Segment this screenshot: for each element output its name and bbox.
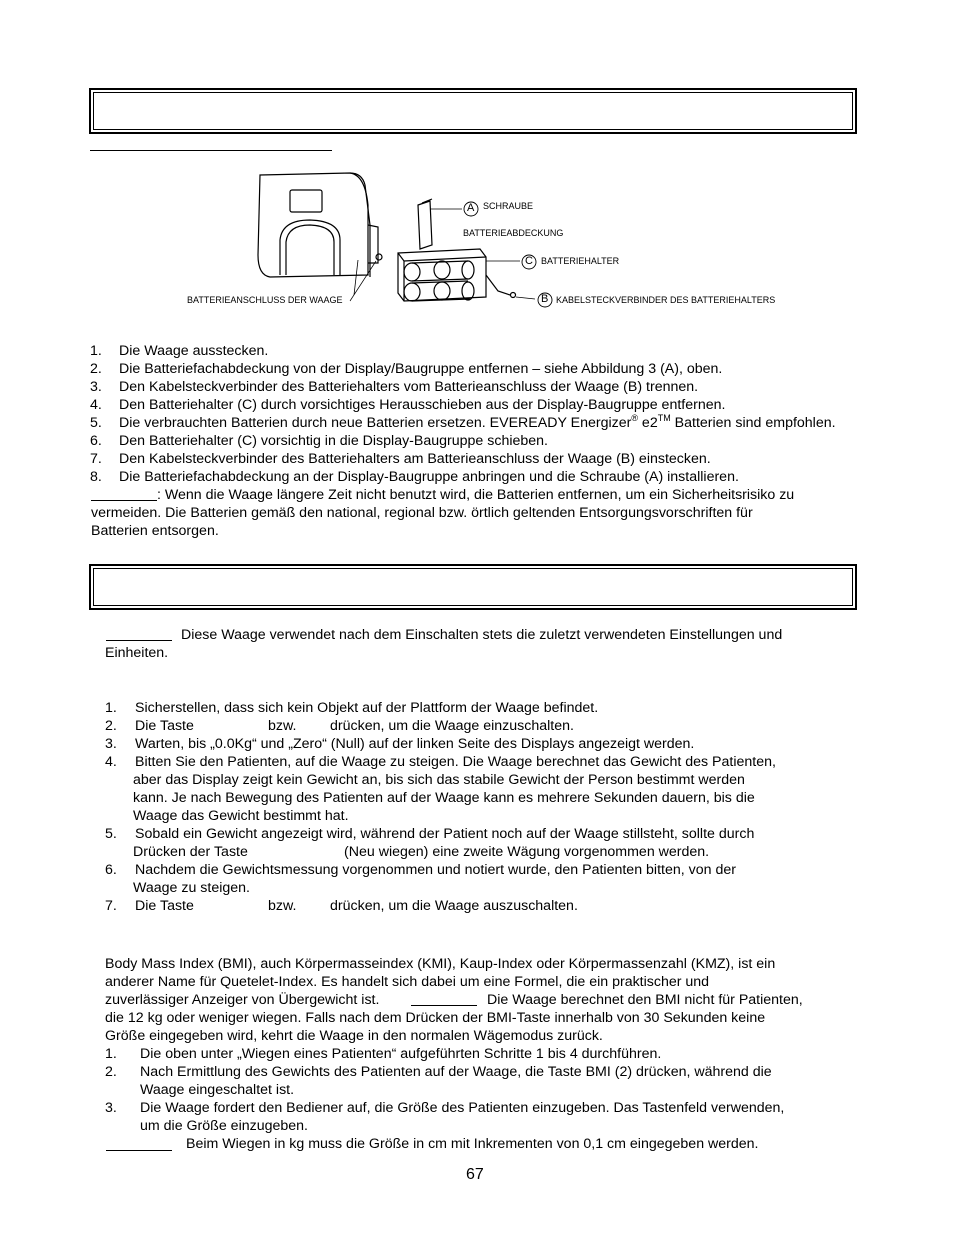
figure-letter-c: C (525, 255, 533, 267)
weighing-step-7-part-1: Die Taste (135, 898, 194, 914)
step-number: 7. (90, 451, 102, 467)
battery-step-6: Den Batteriehalter (C) vorsichtig in die Display-Baugruppe schieben. (119, 433, 548, 449)
bmi-note: Beim Wiegen in kg muss die Größe in cm mit Inkrementen von 0,1 cm eingegeben werden. (186, 1136, 759, 1152)
figure-label-holder: BATTERIEHALTER (541, 256, 620, 266)
weighing-step-7-part-2: bzw. (268, 898, 297, 914)
bmi-step-2-line-1: Nach Ermittlung des Gewichts des Patienten auf der Waage, die Taste BMI (2) drücken, während die (140, 1064, 772, 1080)
figure-letter-b: B (541, 293, 549, 305)
weighing-step-6-line-1: Nachdem die Gewichtsmessung vorgenommen und notiert wurde, den Patienten bitten, von der (135, 862, 736, 878)
subheading-underline (90, 150, 332, 151)
weighing-step-5-line-1: Sobald ein Gewicht angezeigt wird, während der Patient noch auf der Waage stillsteht, sollte durch (135, 826, 755, 842)
figure-label-holder-connector: KABELSTECKVERBINDER DES BATTERIEHALTERS (556, 295, 776, 305)
figure-letter-a: A (467, 202, 475, 214)
bmi-step-3-line-2: um die Größe einzugeben. (140, 1118, 308, 1134)
weighing-step-7-part-3: drücken, um die Waage auszuschalten. (330, 898, 578, 914)
weighing-step-2-part-2: bzw. (268, 718, 297, 734)
figure-label-cover: BATTERIEABDECKUNG (463, 228, 564, 238)
weighing-step-6-line-2: Waage zu steigen. (133, 880, 250, 896)
step-number: 2. (105, 1064, 117, 1080)
step-number: 4. (90, 397, 102, 413)
battery-note-line-3: Batterien entsorgen. (91, 523, 219, 539)
bmi-intro-line-5: Größe eingegeben wird, kehrt die Waage in den normalen Wägemodus zurück. (105, 1028, 603, 1044)
step-number: 6. (105, 862, 117, 878)
section-header-box-weighing (89, 564, 857, 610)
bmi-intro-line-3b: Die Waage berechnet den BMI nicht für Patienten, (487, 992, 803, 1008)
step-number: 5. (105, 826, 117, 842)
step-number: 3. (105, 736, 117, 752)
step-number: 1. (105, 1046, 117, 1062)
bmi-step-1: Die oben unter „Wiegen eines Patienten“ aufgeführten Schritte 1 bis 4 durchführen. (140, 1046, 662, 1062)
weighing-step-1: Sicherstellen, dass sich kein Objekt auf der Plattform der Waage befindet. (135, 700, 599, 716)
battery-step-3: Den Kabelsteckverbinder des Batteriehalters vom Batterieanschluss der Waage (B) trennen. (119, 379, 699, 395)
figure-label-scale-connector: BATTERIEANSCHLUSS DER WAAGE (187, 295, 343, 305)
page-number: 67 (466, 1166, 484, 1183)
note-label-underline (91, 500, 157, 501)
battery-note-line-2: vermeiden. Die Batterien gemäß den national, regional bzw. örtlich geltenden Entsorgungsvorschriften für (91, 505, 753, 521)
bmi-intro-line-1: Body Mass Index (BMI), auch Körpermasseindex (KMI), Kaup-Index oder Körpermassenzahl (KMZ), ist ein (105, 956, 776, 972)
battery-step-2: Die Batteriefachabdeckung von der Display/Baugruppe entfernen – siehe Abbildung 3 (A), oben. (119, 361, 723, 377)
bmi-intro-line-4: die 12 kg oder weniger wiegen. Falls nach dem Drücken der BMI-Taste innerhalb von 30 Sekunden keine (105, 1010, 766, 1026)
step-number: 5. (90, 415, 102, 431)
weighing-step-4-line-1: Bitten Sie den Patienten, auf die Waage zu steigen. Die Waage berechnet das Gewicht des Patienten, (135, 754, 776, 770)
note-label-underline (411, 1005, 477, 1006)
bmi-intro-line-2: anderer Name für Quetelet-Index. Es handelt sich dabei um eine Formel, die ein praktischer und (105, 974, 710, 990)
step-number: 1. (90, 343, 102, 359)
section-header-box-battery (89, 88, 857, 134)
weighing-note-line-1: Diese Waage verwendet nach dem Einschalten stets die zuletzt verwendeten Einstellungen und (181, 627, 783, 643)
step-number: 3. (105, 1100, 117, 1116)
step-number: 6. (90, 433, 102, 449)
step-number: 8. (90, 469, 102, 485)
note-label-underline (106, 640, 172, 641)
bmi-step-2-line-2: Waage eingeschaltet ist. (140, 1082, 295, 1098)
step-number: 4. (105, 754, 117, 770)
battery-step-8: Die Batteriefachabdeckung an der Display-Baugruppe anbringen und die Schraube (A) installieren. (119, 469, 739, 485)
battery-step-7: Den Kabelsteckverbinder des Batteriehalters am Batterieanschluss der Waage (B) einstecken. (119, 451, 711, 467)
weighing-note-line-2: Einheiten. (105, 645, 169, 661)
weighing-step-2-part-1: Die Taste (135, 718, 194, 734)
step-number: 2. (105, 718, 117, 734)
battery-step-1: Die Waage ausstecken. (119, 343, 269, 359)
weighing-step-2-part-3: drücken, um die Waage einzuschalten. (330, 718, 574, 734)
weighing-step-3: Warten, bis „0.0Kg“ und „Zero“ (Null) auf der linken Seite des Displays angezeigt werden. (135, 736, 695, 752)
bmi-intro-line-3a: zuverlässiger Anzeiger von Übergewicht ist. (105, 992, 380, 1008)
step-number: 7. (105, 898, 117, 914)
battery-note-line-1: : Wenn die Waage längere Zeit nicht benutzt wird, die Batterien entfernen, um ein Sicherheitsrisiko zu (157, 487, 795, 503)
battery-step-5: Die verbrauchten Batterien durch neue Batterien ersetzen. EVEREADY Energizer® e2™ Batterien sind empfohlen. (119, 413, 836, 431)
figure-label-screw: SCHRAUBE (483, 201, 534, 211)
step-number: 1. (105, 700, 117, 716)
weighing-step-4-line-2: aber das Display zeigt kein Gewicht an, bis sich das stabile Gewicht der Person bestimmt werden (133, 772, 745, 788)
weighing-step-4-line-3: kann. Je nach Bewegung des Patienten auf der Waage kann es mehrere Sekunden dauern, bis die (133, 790, 755, 806)
weighing-step-5-line-2a: Drücken der Taste (133, 844, 248, 860)
battery-step-4: Den Batteriehalter (C) durch vorsichtiges Herausschieben aus der Display-Baugruppe entfernen. (119, 397, 726, 413)
step-number: 3. (90, 379, 102, 395)
weighing-step-4-line-4: Waage das Gewicht bestimmt hat. (133, 808, 349, 824)
step-number: 2. (90, 361, 102, 377)
bmi-step-3-line-1: Die Waage fordert den Bediener auf, die Größe des Patienten einzugeben. Das Tastenfeld verwenden, (140, 1100, 785, 1116)
note-label-underline (106, 1150, 172, 1151)
weighing-step-5-line-2b: (Neu wiegen) eine zweite Wägung vorgenommen werden. (344, 844, 710, 860)
